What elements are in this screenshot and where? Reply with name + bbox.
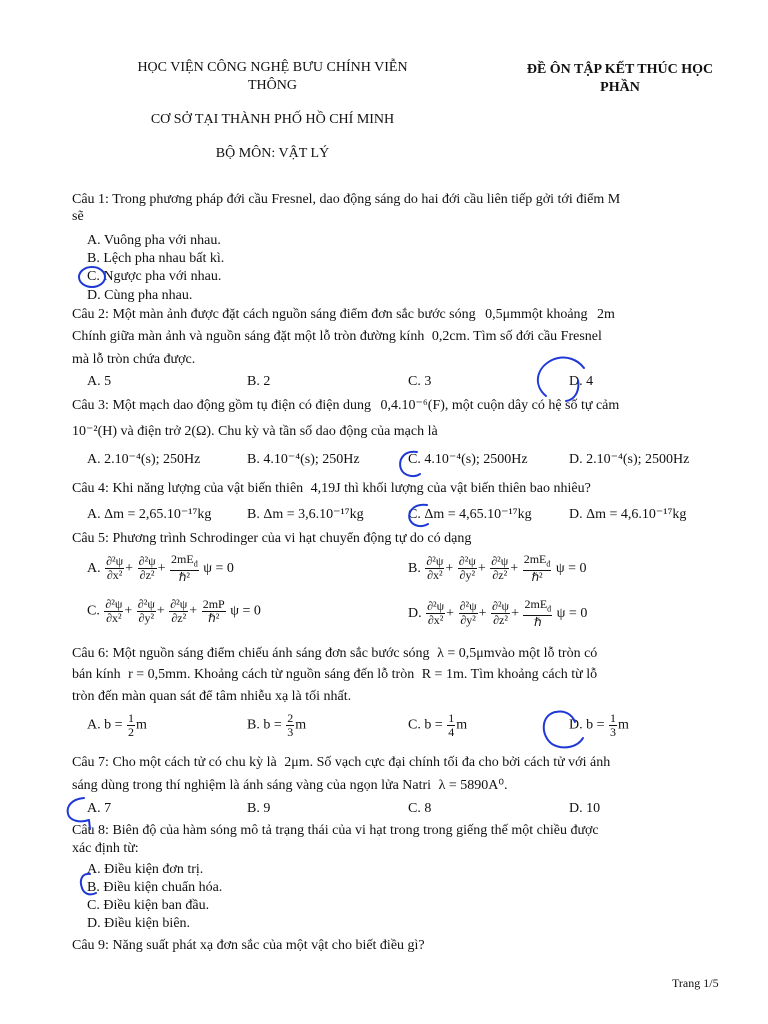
question-3-line1 [72,397,619,415]
q6-text-2e: . Tìm khoảng cách từ lỗ [463,667,598,682]
q5c-den1: ∂x² [106,611,122,625]
question-4-option-c: C. Δm = 4,65.10⁻¹⁷kg [408,507,532,522]
q5d-hbar: ℏ [534,615,542,630]
q5c-num3: ∂²ψ [170,597,188,611]
q5c-num1: ∂²ψ [105,597,123,611]
q5d-plus1: + [446,605,455,621]
q6b-pre: B. b = [247,717,282,733]
q5b-plus1: + [445,560,454,576]
q5d-den3: ∂z² [493,613,508,628]
q3-text-2d: . Chu kỳ và tần số dao động của mạch là [211,424,438,439]
question-1-option-b: B. Lệch pha nhau bất kì. [87,251,225,266]
q2-wavelength: 0,5μm [485,307,522,322]
q2-text-2c: . Tìm số đới cầu Fresnel [466,329,602,344]
q3-capacitance: 0,4.10⁻⁶(F) [380,398,445,413]
q6d-num: 1 [610,711,617,725]
q5d-num3: ∂²ψ [492,599,510,614]
q4-text-1c: thì khối lượng của vật biến thiên bao nhiêu? [344,481,591,496]
institute-name-line1: HỌC VIỆN CÔNG NGHỆ BƯU CHÍNH VIỄN [137,60,408,75]
q6a-unit: m [136,717,147,733]
q5d-plus2: + [478,605,487,621]
q6b-unit: m [295,717,307,733]
q6c-pre: C. b = [408,717,443,733]
q2-diameter: 0,2cm [431,329,467,344]
q5d-den1: ∂x² [427,613,444,628]
q6c-num: 1 [448,711,455,725]
q5-equation-d [408,598,587,629]
question-4-option-d: D. Δm = 4,6.10⁻¹⁷kg [569,507,687,522]
q6d-pre: D. b = [569,717,605,733]
q5b-den1: ∂x² [427,568,443,583]
q5d-den2: ∂y² [460,613,476,628]
q7-text-1a: Câu 7: Cho một cách tử có chu kỳ là [72,755,277,770]
q5a-num2: ∂²ψ [138,554,156,569]
q5d-sub: đ [547,604,552,614]
q6-text-1c: vào một lỗ tròn có [494,646,598,661]
q5b-num2: ∂²ψ [458,554,476,569]
question-7-option-b: B. 9 [247,801,271,816]
q5c-tail: ψ = 0 [230,603,261,619]
q5b-num3: ∂²ψ [491,554,509,569]
question-6-option-c [408,712,467,739]
q4-energy: 4,19J [310,481,341,496]
q2-text-1a: Câu 2: Một màn ảnh được đặt cách nguồn sáng điểm đơn sắc bước sóng [72,307,476,322]
q2-text-1c: một khoảng [521,307,588,322]
q5c-num2: ∂²ψ [137,597,155,611]
q5a-hbar2: ℏ² [178,570,190,585]
page-number: Trang 1/5 [672,976,719,990]
q5-label-a: A. [87,560,101,576]
q5a-tail: ψ = 0 [203,560,234,576]
q5c-plus3: + [189,603,198,619]
q5b-hbar2: ℏ² [531,570,543,585]
q5d-num2: ∂²ψ [459,599,477,614]
q3-resistance: 2(Ω) [184,424,212,439]
q6-text-1a: Câu 6: Một nguồn sáng điểm chiếu ánh sáng đơn sắc bước sóng [72,646,430,661]
q5a-den2: ∂z² [139,568,155,583]
q6b-den: 3 [287,725,294,739]
question-8-line2: xác định từ: [72,841,139,856]
q5c-mP: 2mP [202,597,225,611]
question-1-line2: sẽ [72,209,84,224]
q5b-den2: ∂y² [459,568,476,583]
q5d-mE: 2mE [524,597,548,611]
q3-text-1a: Câu 3: Một mạch dao động gồm tụ điện có điện dung [72,398,372,413]
q5c-plus1: + [124,603,133,619]
question-7-option-c: C. 8 [408,801,432,816]
q5c-den2: ∂y² [138,611,155,625]
q5-equation-c [87,598,261,625]
question-8-line1: Câu 8: Biên độ của hàm sóng mô tả trạng thái của vi hạt trong trong giếng thế một chiều được [72,823,599,838]
q5-label-c: C. [87,603,100,619]
q4-text-1a: Câu 4: Khi năng lượng của vật biến thiên [72,481,304,496]
q3-inductance: 10⁻²(H) [72,424,118,439]
q6c-den: 4 [448,725,455,739]
q5c-plus2: + [156,603,165,619]
q6a-pre: A. b = [87,717,123,733]
question-8-option-d: D. Điều kiện biên. [87,916,191,931]
q7-text-2c: . [503,778,508,793]
question-8-option-c: C. Điều kiện ban đầu. [87,898,210,913]
q6-text-2a: bán kính [72,667,121,682]
q5a-num1: ∂²ψ [106,554,124,569]
question-8-option-a: A. Điều kiện đơn trị. [87,862,204,877]
q5a-sub: đ [193,559,198,569]
department-name: BỘ MÔN: VẬT LÝ [215,146,330,161]
question-1-option-c: C. Ngược pha với nhau. [87,269,222,284]
question-2-option-c: C. 3 [408,374,432,389]
q5d-num1: ∂²ψ [427,599,445,614]
q5-label-b: B. [408,560,421,576]
q6d-den: 3 [610,725,617,739]
question-3-line2 [72,423,438,441]
q7-text-2a: sáng dùng trong thí nghiệm là ánh sáng vàng của ngọn lửa Natri [72,778,432,793]
q5a-plus1: + [125,560,134,576]
question-8-option-b: B. Điều kiện chuẩn hóa. [87,880,223,895]
q5b-plus2: + [477,560,486,576]
campus-name: CƠ SỞ TẠI THÀNH PHỐ HỒ CHÍ MINH [150,112,395,127]
question-6-option-b [247,712,306,739]
institute-name-line2: THÔNG [248,78,297,93]
question-4-line1 [72,480,591,498]
question-6-line1 [72,645,597,663]
exam-title-line1: ĐỀ ÔN TẬP KẾT THÚC HỌC [526,62,714,77]
question-7-line1 [72,754,610,772]
question-3-option-b: B. 4.10⁻⁴(s); 250Hz [247,452,360,467]
q6-radius: r = 0,5mm [128,667,187,682]
question-3-option-c: C. 4.10⁻⁴(s); 2500Hz [408,452,528,467]
q6-text-2c: . Khoảng cách từ nguồn sáng đến lỗ tròn [186,667,415,682]
q5-label-d: D. [408,605,422,621]
q6-source-distance: R = 1m [421,667,464,682]
q6c-unit: m [456,717,468,733]
question-4-option-a: A. Δm = 2,65.10⁻¹⁷kg [87,507,212,522]
q5b-den3: ∂z² [492,568,508,583]
question-7-option-a: A. 7 [87,801,112,816]
question-2-line2 [72,328,602,346]
q5b-sub: đ [546,559,551,569]
question-7-line2 [72,777,507,795]
question-2-option-a: A. 5 [87,374,112,389]
q5c-den3: ∂z² [171,611,187,625]
q3-text-2b: và điện trở [120,424,181,439]
question-1-option-d: D. Cùng pha nhau. [87,288,193,303]
q6-wavelength: λ = 0,5μm [437,646,495,661]
question-9-line1: Câu 9: Năng suất phát xạ đơn sắc của một vật cho biết điều gì? [72,938,425,953]
question-6-line2 [72,666,597,684]
question-2-option-b: B. 2 [247,374,271,389]
question-3-option-a: A. 2.10⁻⁴(s); 250Hz [87,452,201,467]
question-2-line3: mà lỗ tròn chứa được. [72,352,196,367]
q5b-mE: 2mE [523,552,547,566]
q6b-num: 2 [287,711,294,725]
q6a-den: 2 [128,725,135,739]
q5d-tail: ψ = 0 [556,605,588,621]
question-6-option-a [87,712,147,739]
q2-text-2a: Chính giữa màn ảnh và nguồn sáng đặt một lỗ tròn đường kính [72,329,425,344]
question-2-option-d: D. 4 [569,374,594,389]
q5b-tail: ψ = 0 [555,560,587,576]
q5c-hbar2: ℏ² [208,611,220,625]
q5b-plus3: + [510,560,519,576]
q6d-unit: m [618,717,629,733]
question-3-option-d: D. 2.10⁻⁴(s); 2500Hz [569,452,690,467]
question-6-line3: tròn đến màn quan sát để tâm nhiễu xạ là tối nhất. [72,689,352,704]
q2-distance: 2m [597,307,615,322]
q5a-plus2: + [157,560,166,576]
q5-equation-b [408,553,587,584]
q6a-num: 1 [128,711,135,725]
exam-title-line2: PHẦN [600,80,640,95]
q7-period: 2μm [284,755,310,770]
q5a-den1: ∂x² [106,568,123,583]
question-2-line1 [72,306,615,324]
q3-text-1c: , một cuộn dây có hệ số tự cảm [444,398,620,413]
q5b-num1: ∂²ψ [426,554,444,569]
q7-text-1c: . Số vạch cực đại chính tối đa cho bởi cách tử với ánh [309,755,611,770]
q5a-mE: 2mE [171,552,194,566]
q7-wavelength: λ = 5890A⁰ [438,778,504,793]
question-1-line1: Câu 1: Trong phương pháp đới cầu Fresnel, dao động sáng do hai đới cầu liên tiếp gởi tới điểm M [72,192,621,207]
q5-equation-a [87,553,234,584]
q5d-plus3: + [511,605,519,621]
question-1-option-a: A. Vuông pha với nhau. [87,233,221,248]
question-4-option-b: B. Δm = 3,6.10⁻¹⁷kg [247,507,364,522]
question-5-line1: Câu 5: Phương trình Schrodinger của vi hạt chuyển động tự do có dạng [72,531,472,546]
question-6-option-d [569,712,629,739]
question-7-option-d: D. 10 [569,801,601,816]
